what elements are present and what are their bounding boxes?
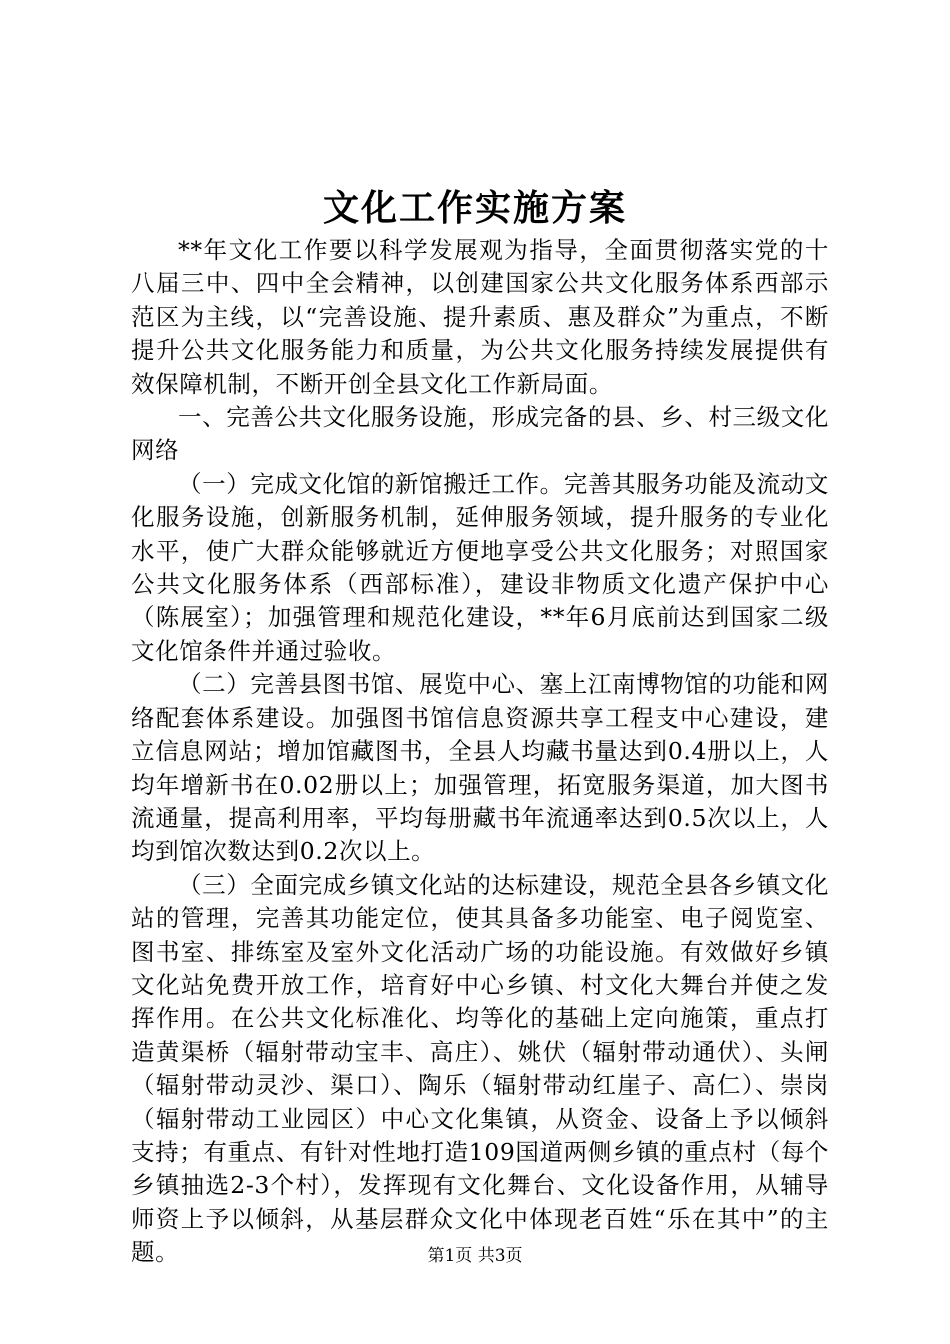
document-title: 文化工作实施方案 — [322, 187, 627, 229]
subsection-paragraph-2: （二）完善县图书馆、展览中心、塞上江南博物馆的功能和网络配套体系建设。加强图书馆信息资源共享工程支中心建设，建立信息网站；增加馆藏图书，全县人均藏书量达到0.4册以上，人均年增新书在0.02册以上；加强管理，拓宽服务渠道，加大图书流通量，提高利用率，平均每册藏书年流通率达到0.5次以上，人均到馆次数达到0.2次以上。 — [131, 670, 829, 866]
section-heading-1: 一、完善公共文化服务设施，形成完备的县、乡、村三级文化网络 — [131, 403, 829, 465]
page-footer: 第1页 共3页 — [427, 1246, 523, 1266]
subsection-paragraph-3: （三）全面完成乡镇文化站的达标建设，规范全县各乡镇文化站的管理，完善其功能定位，使其具备多功能室、电子阅览室、图书室、排练室及室外文化活动广场的功能设施。有效做好乡镇文化站免费开放工作，培育好中心乡镇、村文化大舞台并使之发挥作用。在公共文化标准化、均等化的基础上定向施策，重点打造黄渠桥（辐射带动宝丰、高庄）、姚伏（辐射带动通伏）、头闸（辐射带动灵沙、渠口）、陶乐（辐射带动红崖子、高仁）、崇岗（辐射带动工业园区）中心文化集镇，从资金、设备上予以倾斜支持；有重点、有针对性地打造109国道两侧乡镇的重点村（每个乡镇抽选2-3个村），发挥现有文化舞台、文化设备作用，从辅导师资上予以倾斜，从基层群众文化中体现老百姓“乐在其中”的主题。 — [131, 870, 829, 1267]
document-body — [131, 234, 829, 1270]
subsection-paragraph-1: （一）完成文化馆的新馆搬迁工作。完善其服务功能及流动文化服务设施，创新服务机制，延伸服务领域，提升服务的专业化水平，使广大群众能够就近方便地享受公共文化服务；对照国家公共文化服务体系（西部标准），建设非物质文化遗产保护中心（陈展室）；加强管理和规范化建设，**年6月底前达到国家二级文化馆条件并通过验收。 — [131, 469, 829, 665]
intro-paragraph: **年文化工作要以科学发展观为指导，全面贯彻落实党的十八届三中、四中全会精神，以创建国家公共文化服务体系西部示范区为主线，以“完善设施、提升素质、惠及群众”为重点，不断提升公共文化服务能力和质量，为公共文化服务持续发展提供有效保障机制，不断开创全县文化工作新局面。 — [131, 236, 829, 398]
